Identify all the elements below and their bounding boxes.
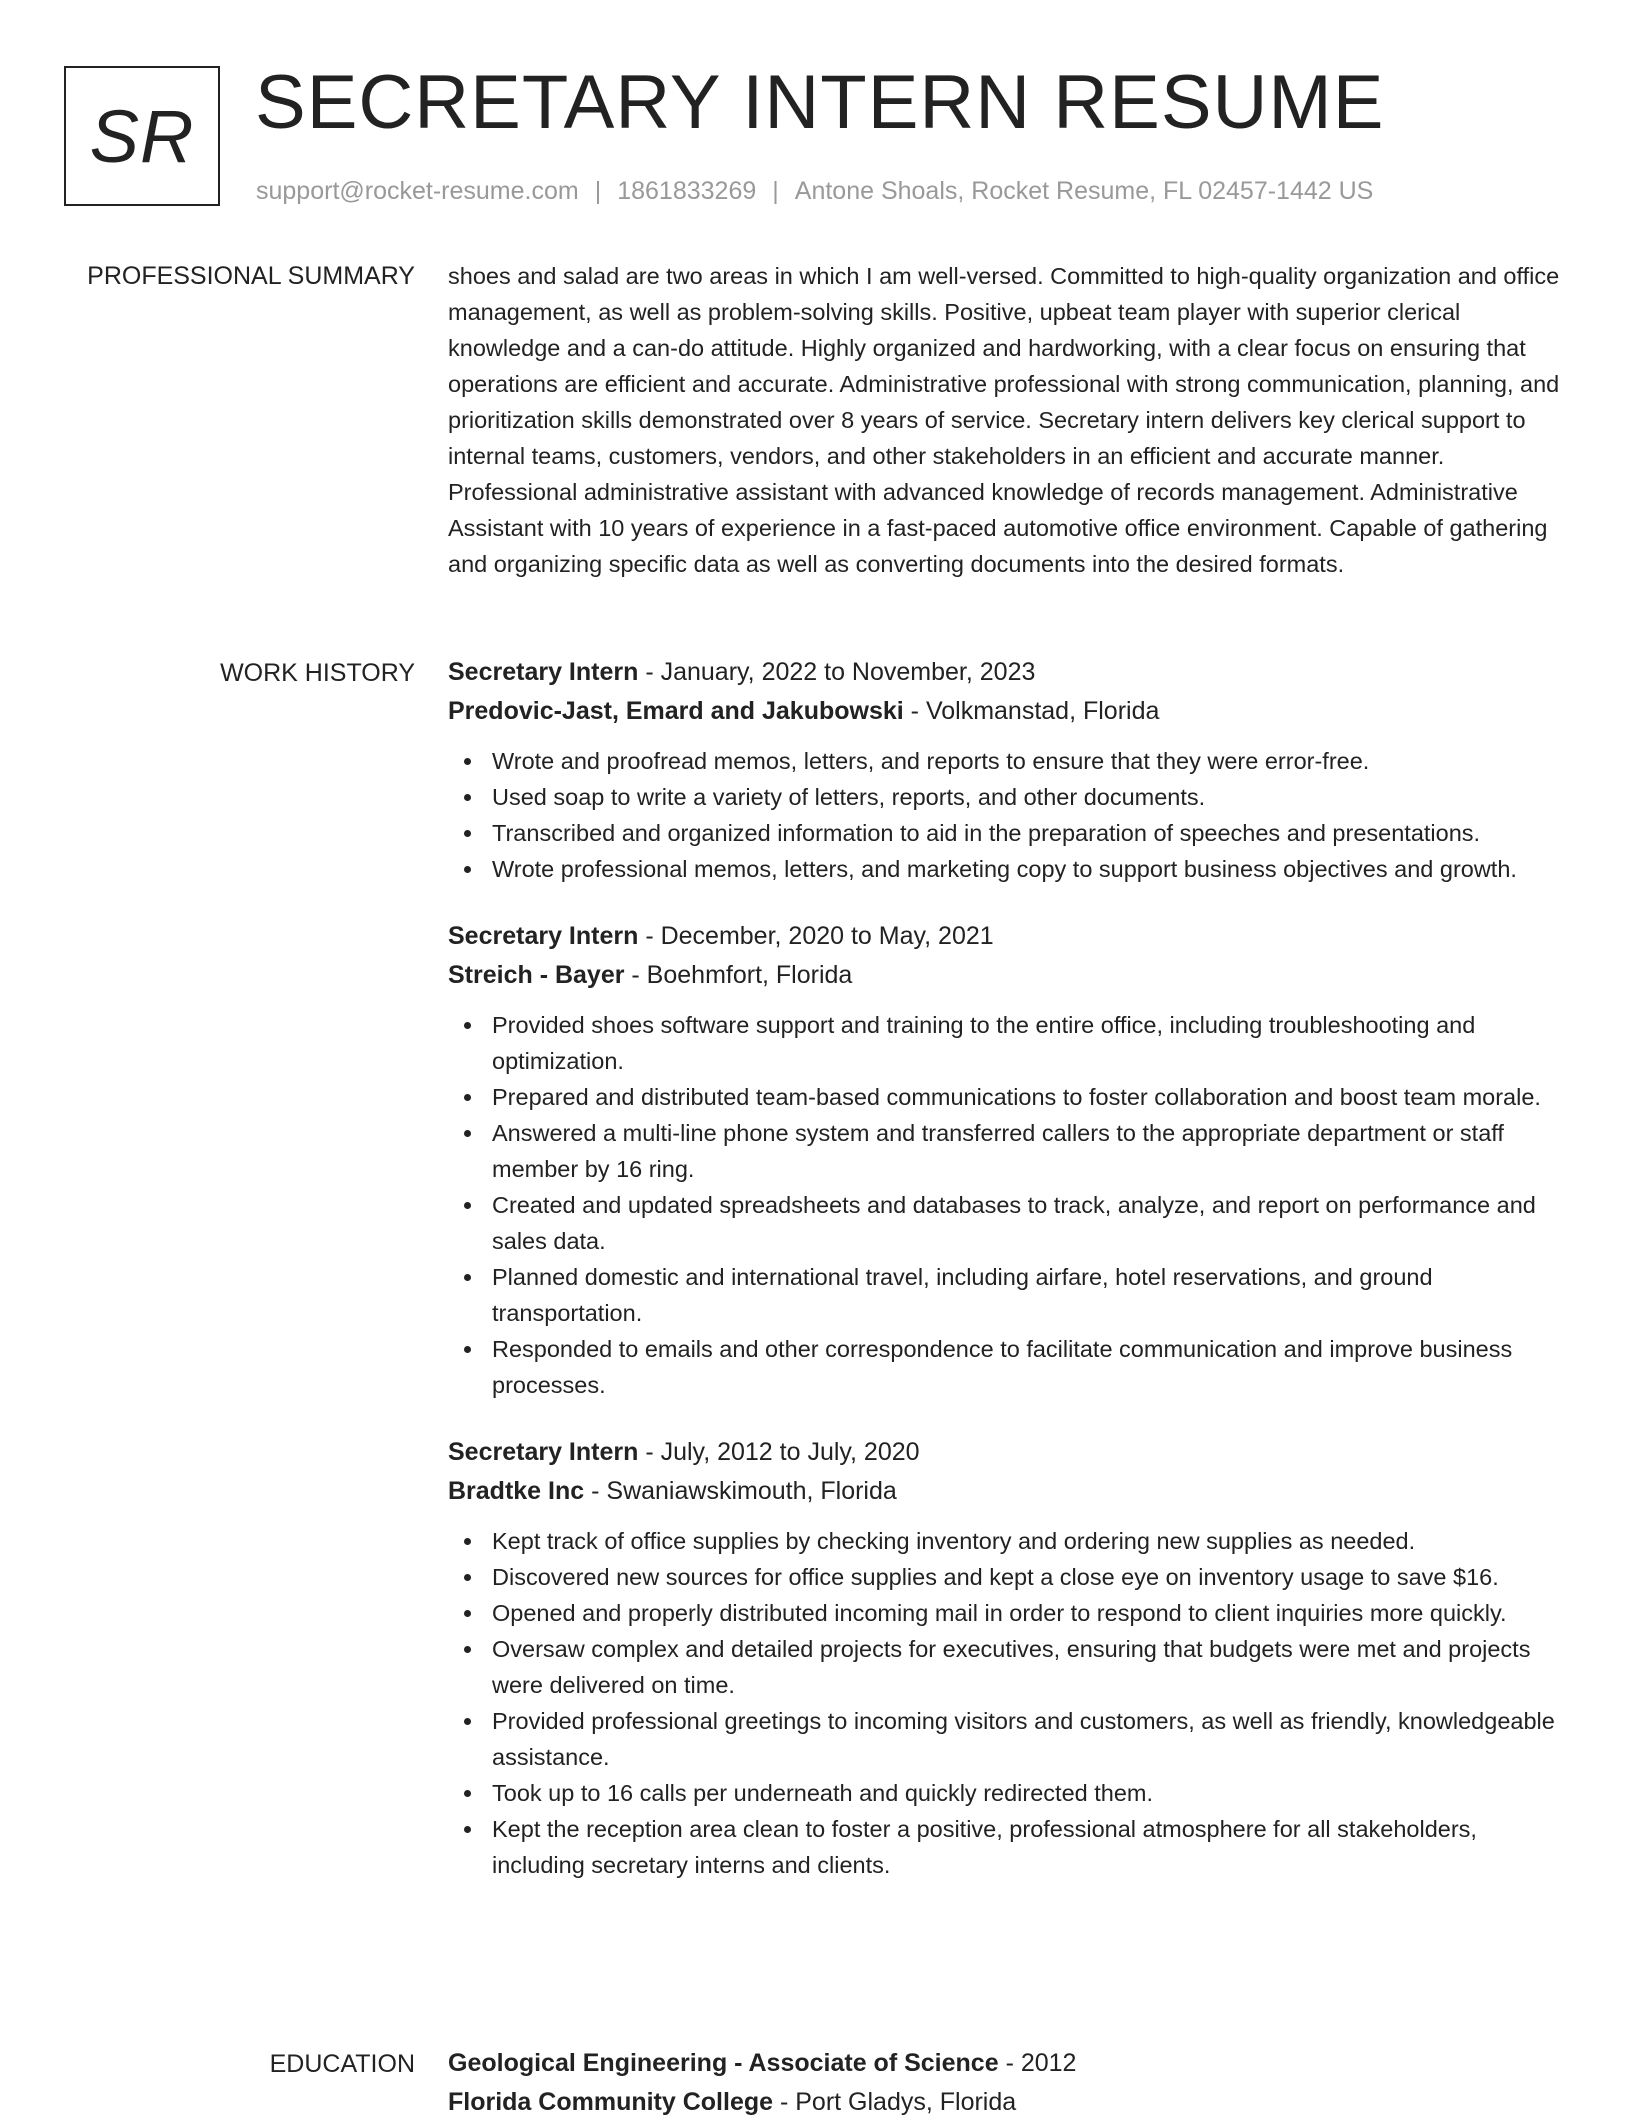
- bullet-item: [448, 1259, 1563, 1331]
- bullet-dot-icon: [464, 794, 471, 801]
- bullet-item: [448, 851, 1563, 887]
- summary-label: PROFESSIONAL SUMMARY: [87, 262, 415, 290]
- job-company: Bradtke Inc: [448, 1477, 585, 1505]
- job-company-line: [448, 956, 1563, 995]
- bullet-item: [448, 1007, 1563, 1079]
- bullet-text: Used soap to write a variety of letters, reports, and other documents.: [492, 784, 1206, 810]
- bullet-item: [448, 1523, 1563, 1559]
- bullet-text: Answered a multi-line phone system and transferred callers to the appropriate department or staff member by 16 ring.: [492, 1120, 1504, 1182]
- bullet-item: [448, 1811, 1563, 1883]
- job-dates: - July, 2012 to July, 2020: [638, 1438, 920, 1466]
- job-role: Secretary Intern: [448, 1438, 639, 1466]
- job-entry: [448, 917, 1563, 1403]
- bullet-text: Wrote professional memos, letters, and marketing copy to support business objectives and growth.: [492, 856, 1517, 882]
- bullet-item: [448, 1595, 1563, 1631]
- job-company-line: [448, 692, 1563, 731]
- contact-phone: 1861833269: [617, 177, 757, 205]
- bullet-dot-icon: [464, 1574, 471, 1581]
- job-location: - Volkmanstad, Florida: [903, 697, 1160, 725]
- bullet-dot-icon: [464, 1646, 471, 1653]
- bullet-dot-icon: [464, 1202, 471, 1209]
- contact-address: Antone Shoals, Rocket Resume, FL 02457-1442 US: [794, 177, 1374, 205]
- monogram-box: [64, 66, 220, 206]
- bullet-text: Discovered new sources for office supplies and kept a close eye on inventory usage to save $16.: [492, 1564, 1499, 1590]
- job-company-line: [448, 1472, 1563, 1511]
- bullet-text: Oversaw complex and detailed projects for executives, ensuring that budgets were met and projects were delivered on time.: [492, 1636, 1531, 1698]
- bullet-item: [448, 815, 1563, 851]
- bullet-item: [448, 1703, 1563, 1775]
- bullet-item: [448, 1331, 1563, 1403]
- bullet-item: [448, 1631, 1563, 1703]
- bullet-text: Prepared and distributed team-based communications to foster collaboration and boost team morale.: [492, 1084, 1541, 1110]
- bullet-item: [448, 1079, 1563, 1115]
- job-title-line: [448, 653, 1563, 692]
- education-degree-line: [448, 2044, 1563, 2083]
- bullet-dot-icon: [464, 1274, 471, 1281]
- bullet-item: [448, 743, 1563, 779]
- job-bullets: [448, 1007, 1563, 1403]
- job-role: Secretary Intern: [448, 658, 639, 686]
- bullet-text: Created and updated spreadsheets and databases to track, analyze, and report on performance and sales data.: [492, 1192, 1536, 1254]
- bullet-text: Kept the reception area clean to foster a positive, professional atmosphere for all stakeholders, including secretary interns and clients.: [492, 1816, 1477, 1878]
- job-bullets: [448, 743, 1563, 887]
- bullet-text: Opened and properly distributed incoming mail in order to respond to client inquiries more quickly.: [492, 1600, 1507, 1626]
- bullet-dot-icon: [464, 1826, 471, 1833]
- job-company: Predovic-Jast, Emard and Jakubowski: [448, 697, 904, 725]
- job-dates: - January, 2022 to November, 2023: [638, 658, 1036, 686]
- resume-title: SECRETARY INTERN RESUME: [255, 60, 1385, 145]
- education-degree: Geological Engineering - Associate of Science: [448, 2049, 999, 2077]
- bullet-dot-icon: [464, 866, 471, 873]
- summary-body: [448, 258, 1563, 582]
- contact-line: [256, 176, 1373, 206]
- bullet-text: Provided shoes software support and training to the entire office, including troubleshooting and optimization.: [492, 1012, 1476, 1074]
- education-year: - 2012: [998, 2049, 1077, 2077]
- job-dates: - December, 2020 to May, 2021: [638, 922, 994, 950]
- bullet-text: Wrote and proofread memos, letters, and reports to ensure that they were error-free.: [492, 748, 1370, 774]
- bullet-dot-icon: [464, 1718, 471, 1725]
- bullet-dot-icon: [464, 1790, 471, 1797]
- job-title-line: [448, 917, 1563, 956]
- bullet-dot-icon: [464, 830, 471, 837]
- job-title-line: [448, 1433, 1563, 1472]
- bullet-item: [448, 1115, 1563, 1187]
- education-body: [448, 2044, 1563, 2122]
- job-company: Streich - Bayer: [448, 961, 625, 989]
- bullet-dot-icon: [464, 1094, 471, 1101]
- bullet-text: Provided professional greetings to incoming visitors and customers, as well as friendly, knowledgeable assistance.: [492, 1708, 1555, 1770]
- bullet-dot-icon: [464, 1346, 471, 1353]
- job-entry: [448, 653, 1563, 887]
- monogram-initials: SR: [89, 94, 195, 178]
- bullet-text: Planned domestic and international travel, including airfare, hotel reservations, and ground transportation.: [492, 1264, 1433, 1326]
- bullet-dot-icon: [464, 1538, 471, 1545]
- bullet-item: [448, 1775, 1563, 1811]
- bullet-dot-icon: [464, 1130, 471, 1137]
- bullet-text: Transcribed and organized information to aid in the preparation of speeches and presentations.: [492, 820, 1481, 846]
- bullet-dot-icon: [464, 1022, 471, 1029]
- bullet-item: [448, 779, 1563, 815]
- bullet-dot-icon: [464, 1610, 471, 1617]
- bullet-item: [448, 1559, 1563, 1595]
- bullet-text: Took up to 16 calls per underneath and quickly redirected them.: [492, 1780, 1154, 1806]
- job-bullets: [448, 1523, 1563, 1883]
- job-entry: [448, 1433, 1563, 1883]
- job-role: Secretary Intern: [448, 922, 639, 950]
- work-history-label: WORK HISTORY: [220, 659, 415, 687]
- bullet-dot-icon: [464, 758, 471, 765]
- contact-separator: |: [772, 177, 779, 205]
- education-school: Florida Community College: [448, 2088, 774, 2116]
- contact-separator: |: [594, 177, 602, 205]
- work-history-body: [448, 653, 1563, 1913]
- education-location: - Port Gladys, Florida: [773, 2088, 1017, 2116]
- bullet-item: [448, 1187, 1563, 1259]
- bullet-text: Responded to emails and other correspondence to facilitate communication and improve business processes.: [492, 1336, 1513, 1398]
- job-location: - Swaniawskimouth, Florida: [584, 1477, 897, 1505]
- job-location: - Boehmfort, Florida: [624, 961, 853, 989]
- bullet-text: Kept track of office supplies by checking inventory and ordering new supplies as needed.: [492, 1528, 1416, 1554]
- summary-text: shoes and salad are two areas in which I am well-versed. Committed to high-quality organization and office management, as well as problem-solving skills. Positive, upbeat team player with superior clerical knowledge and a can-do attitude. Highly organized and hardworking, with a clear focus on ensuring that operations are efficient and accurate. Administrative professional with strong communication, planning, and prioritization skills demonstrated over 8 years of service. Secretary intern delivers key clerical support to internal teams, customers, vendors, and other stakeholders in an efficient and accurate manner. Professional administrative assistant with advanced knowledge of records management. Administrative Assistant with 10 years of experience in a fast-paced automotive office environment. Capable of gathering and organizing specific data as well as converting documents into the desired formats.: [448, 263, 1560, 577]
- contact-email: support@rocket-resume.com: [256, 177, 579, 205]
- education-label: EDUCATION: [269, 2050, 415, 2078]
- education-school-line: [448, 2083, 1563, 2122]
